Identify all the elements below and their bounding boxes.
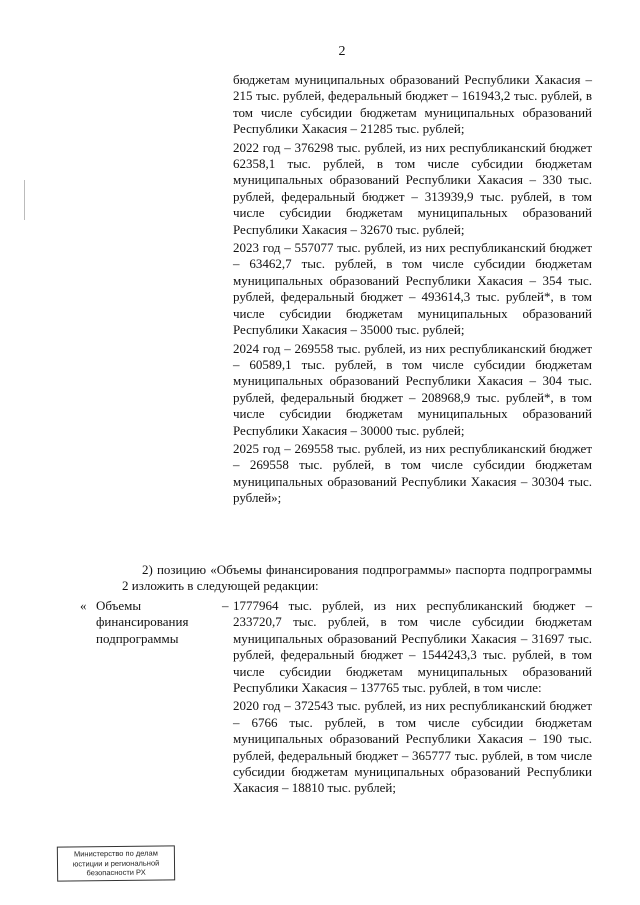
funding-year-2025: 2025 год – 269558 тыс. рублей, из них республиканский бюджет – 269558 тыс. рублей, в том числе субсидии бюджетам муниципальных образований Республики Хакасия – 30304 тыс. рублей»; [233, 440, 592, 506]
funding-year-2024: 2024 год – 269558 тыс. рублей, из них республиканский бюджет – 60589,1 тыс. рублей, в том числе субсидии бюджетам муниципальных образований Республики Хакасия – 304 тыс. рублей, федеральный бюджет – 208968,9 тыс. рублей*, в том числе субсидии бюджетам муниципальных образований Республики Хакасия – 30000 тыс. рублей; [233, 340, 592, 438]
funding-continuation [233, 72, 592, 507]
row-label: Объемы финансирования подпрограммы [96, 598, 189, 646]
item-2-paragraph [122, 562, 592, 595]
open-quote: « [80, 598, 87, 613]
page-number: 2 [338, 44, 346, 59]
row-dash: – [222, 598, 229, 613]
registration-stamp [57, 845, 175, 881]
funding-year-2023: 2023 год – 557077 тыс. рублей, из них республиканский бюджет – 63462,7 тыс. рублей, в том числе субсидии бюджетам муниципальных образований Республики Хакасия – 354 тыс. рублей, федеральный бюджет – 493614,3 тыс. рублей*, в том числе субсидии бюджетам муниципальных образований Республики Хакасия – 35000 тыс. рублей; [233, 240, 592, 338]
passport-row-value [233, 598, 592, 797]
funding-year-2022: 2022 год – 376298 тыс. рублей, из них республиканский бюджет 62358,1 тыс. рублей, в том числе субсидии бюджетам муниципальных образований Республики Хакасия – 330 тыс. рублей, федеральный бюджет – 313939,9 тыс. рублей, в том числе субсидии бюджетам муниципальных образований Республики Хакасия – 32670 тыс. рублей; [233, 139, 592, 237]
stamp-line: Министерство по делам [73, 848, 158, 859]
stamp-line: безопасности РХ [86, 867, 146, 878]
funding-year-2020: 2020 год – 372543 тыс. рублей, из них республиканский бюджет – 6766 тыс. рублей, в том числе субсидии бюджетам муниципальных образований Республики Хакасия – 190 тыс. рублей, федеральный бюджет – 365777 тыс. рублей, в том числе субсидии бюджетам муниципальных образований Республики Хакасия – 18810 тыс. рублей; [233, 698, 592, 796]
stamp-line: юстиции и региональной [72, 858, 160, 868]
funding-total: 1777964 тыс. рублей, из них республиканский бюджет – 233720,7 тыс. рублей, в том числе субсидии бюджетам муниципальных образований Республики Хакасия – 31697 тыс. рублей, федеральный бюджет – 1544243,3 тыс. рублей, в том числе субсидии бюджетам муниципальных образований Республики Хакасия – 137765 тыс. рублей, в том числе: [233, 598, 592, 696]
item-2-text: 2) позицию «Объемы финансирования подпрограммы» паспорта подпрограммы 2 изложить в следующей редакции: [122, 562, 592, 594]
margin-mark [24, 180, 25, 220]
funding-paragraph: бюджетам муниципальных образований Республики Хакасия – 215 тыс. рублей, федеральный бюджет – 161943,2 тыс. рублей, в том числе субсидии бюджетам муниципальных образований Республики Хакасия – 21285 тыс. рублей; [233, 72, 592, 137]
